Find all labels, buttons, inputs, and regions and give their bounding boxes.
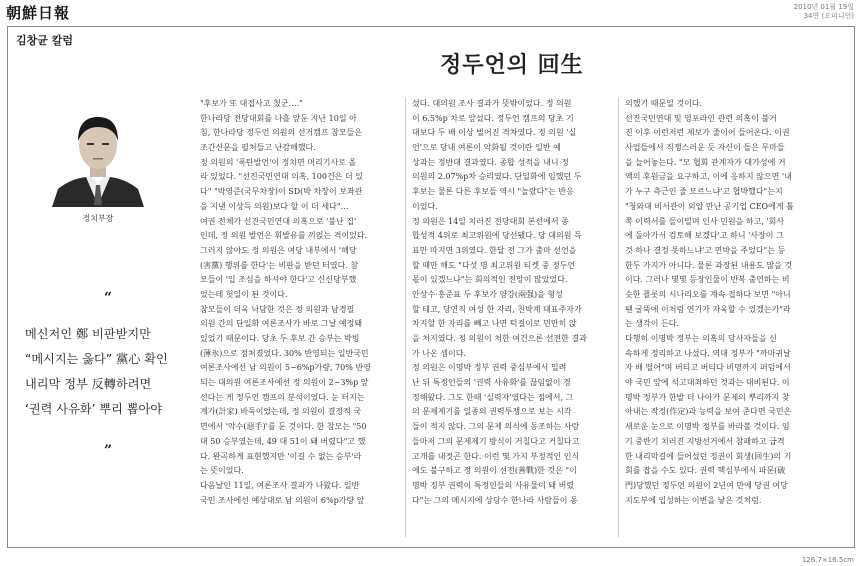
body-text-line: 정 의원은 14일 치러진 전당대회 본선에서 종 — [412, 216, 569, 226]
body-text-line: 참모들이 더욱 낙담한 것은 정 의원과 남경필 — [200, 304, 355, 314]
body-text-line: 사업들에서 직쟁스러운 듯 자신이 들은 무마들 — [625, 143, 785, 153]
body-text-line: 야 국민 앞에 석고대죄하던 것과는 대비된다. 이 — [625, 378, 790, 388]
body-text-line: 차지할 한 자리를 빼고 나면 턱걸이로 민만히 앉 — [412, 319, 577, 329]
body-text-line: 명박 정부가 한발 더 나아가 문제의 뿌리까지 찾 — [625, 392, 790, 402]
body-text-line: 상과는 정반대 결과였다. 종합 성적을 내니 정 — [412, 157, 569, 167]
body-text-line: 기 중반기 치러진 지방선거에서 참패하고 급격 — [625, 436, 785, 446]
body-column-2 — [412, 97, 587, 537]
body-text-line: 회를 잡을 수도 있다. 권력 핵심부에서 파문(破 — [625, 466, 786, 476]
pullquote-line: 메신저인 鄭 비판받지만 — [25, 327, 151, 341]
author-photo — [48, 105, 148, 207]
newspaper-masthead: 朝鮮日報 — [6, 4, 71, 22]
body-text-line: 다행히 이명박 정부는 의혹의 당사자들을 신 — [625, 334, 777, 343]
body-text-line: 그러지 않아도 정 의원은 여당 내부에서 '해당 — [200, 245, 357, 255]
body-text-line: 이었다. — [412, 201, 438, 211]
body-text-line: 다" "박영준(국무차장)이 SD(박 차장이 보좌관 — [200, 187, 363, 197]
body-text-line: 표만 따지면 3위였다. 한달 전 그가 출마 선언을 — [412, 245, 577, 255]
body-text-line: 정해왔다. 그도 한때 '실력자'였다는 점에서, 그 — [412, 392, 574, 402]
body-text-line: 의 문제제기를 일종의 권력투쟁으로 보는 시각 — [412, 407, 572, 417]
body-text-line: 이 6.5%p 차로 앞섰다. 정두언 캠프의 당초 기 — [412, 113, 574, 123]
body-text-line: 여론조사에선 남 의원이 5~6%p가량, 70% 반영 — [200, 363, 371, 373]
body-text-line: 한 내리막길에 들어섰던 정권이 회생(回生)의 기 — [625, 451, 792, 461]
body-text-line: 것 하나 결정 못하느냐'고 면박을 주었다"는 등 — [625, 245, 786, 255]
body-text-line: 속하게 정리하고 나섰다. 역대 정부가 "까마귀날 — [625, 348, 791, 358]
pullquote-line: ‘권력 사유화’ 뿌리 뽑아야 — [25, 402, 163, 416]
body-text-line: 대 50 승부였는데, 49 대 51이 돼 버렸다"고 했 — [200, 436, 366, 446]
body-text-line: 할 때만 해도 "다섯 명 최고위원 티켓 중 정두언 — [412, 260, 576, 270]
body-text-line: (薄氷)으로 점쳐졌었다. 30% 반영되는 일반국민 — [200, 348, 369, 358]
body-text-line: 한두 가지가 아니다. 물론 과장된 내용도 많을 것 — [625, 260, 793, 270]
body-text-line: 에도 불구하고 정 의원이 선전(善戰)한 것은 "이 — [412, 466, 577, 476]
body-text-line: 조간신문을 펼쳐들고 난감해했다. — [200, 143, 316, 153]
body-text-line: 새로운 눈으로 이명박 정부를 바라볼 것이다. 임 — [625, 422, 790, 432]
body-text-line: 섰다. 대의원 조사 결과가 뜻밖이었다. 정 의원 — [412, 99, 572, 108]
body-text-line: 안상수·홍준표 두 후보가 양강(兩强)을 형성 — [412, 289, 563, 299]
body-text-line: 었는데 헛일이 된 것이다. — [200, 289, 288, 299]
body-text-line: 에 돌아가서 검토해 보겠다'고 하니 '사장이 그 — [625, 231, 784, 241]
body-text-line: 들마저 그의 문제제기 방식이 거칠다고 거칠다고 — [412, 436, 580, 446]
body-text-line: 이다. 그러나 몇몇 등장인물이 반복 출연하는 비 — [625, 275, 790, 285]
column-label: 김창균 칼럼 — [16, 34, 73, 47]
body-text-line: 명박 정부 권력이 특정인들의 사유물이 돼 버렸 — [412, 480, 575, 490]
body-text-line: 할 테고, 당연직 여성 한 자리, 친박계 대표주자가 — [412, 304, 582, 314]
column-divider — [405, 97, 406, 537]
body-text-line: 자 배 떨어"며 버티고 버티다 비명까지 퍼덤에서 — [625, 363, 791, 373]
pullquote-close-mark: ” — [104, 443, 113, 459]
body-text-line: 한나라당 전당대회를 나흘 앞둔 지난 10일 아 — [200, 113, 357, 123]
body-text-line: 슷한 플롯의 시나리오를 계속 접하다 보면 "아니 — [625, 289, 791, 299]
body-text-line: 의원 간의 단일화 여론조사가 바로 그날 예정돼 — [200, 319, 363, 329]
body-text-line: 는 뜻이었다. — [200, 466, 244, 476]
body-text-line: 있었기 때문이다. 당초 두 후보 간 승부는 박빙 — [200, 334, 360, 343]
body-text-line: 여권 전체가 선진국민연대 의혹으로 '불난 집' — [200, 216, 357, 226]
author-caption: 정치부장 — [82, 214, 114, 223]
body-text-line: 는 생각이 든다. — [625, 319, 679, 329]
body-text-line: 가 나온 셈이다. — [412, 348, 466, 358]
body-text-line: 가 누구 측근인 줄 모르느냐'고 협박했다"는지 — [625, 187, 783, 197]
body-text-line: 들이 적지 않다. 그의 문제 의식에 동조하는 사람 — [412, 422, 580, 432]
body-text-line: 다. 완곡하게 표현했지만 '이길 수 없는 승부'라 — [200, 451, 362, 461]
body-text-line: 정 의원은 이명박 정부 권력 중심부에서 밀려 — [412, 363, 567, 373]
body-column-3 — [625, 97, 794, 537]
article-headline: 정두언의 回生 — [440, 53, 584, 78]
body-text-line: 다"는 그의 메시지에 상당수 한나라 사람들이 동 — [412, 495, 578, 505]
body-text-line: 다음날인 11일, 여론조사 결과가 나왔다. 일반 — [200, 480, 360, 490]
body-text-line: 선다는 게 정두언 캠프의 분석이었다. 눈 터지는 — [200, 392, 365, 402]
author-portrait-icon — [48, 105, 148, 207]
body-text-line: 을 지낸 이상득 의원)보다 할 이 더 세다"… — [200, 201, 349, 211]
body-text-line: 의원의 2.07%p차 승리였다. 단일화에 임했던 두 — [412, 172, 582, 182]
body-text-line: "청와대 비서관이 외압 만난 공기업 CEO에게 톨 — [625, 201, 794, 211]
body-text-line: 의했기 때문일 것이다. — [625, 99, 703, 108]
body-text-line: 모들이 '입 조심을 하셔야 한다'고 신신당부했 — [200, 275, 357, 285]
body-text-line: 면에서 '악수(惡手)'를 둔 것이다. 한 참모는 "50 — [200, 422, 367, 432]
body-text-line: 지도부에 입성하는 이변을 낳은 것처럼. — [625, 495, 762, 505]
body-text-line: 門)당했던 정두언 의원이 2년여 만에 당권 여당 — [625, 480, 788, 490]
body-text-line: 액의 후원금을 요구하고, 이에 응하지 않으면 '내 — [625, 172, 792, 182]
body-text-line: 몫이 있겠느냐"는 회의적인 전망이 많았었다. — [412, 275, 568, 285]
body-text-line: 을 처지였다. 정 의원이 처한 여건으론 선전한 결과 — [412, 334, 587, 343]
dateline — [794, 3, 854, 21]
body-text-line: 후보는 물론 다른 후보들 역시 "놀랐다"는 반응 — [412, 187, 574, 197]
body-text-line: 합성적 4위로 최고위원에 당선됐다. 당 대의원 득 — [412, 231, 582, 241]
body-text-line: (害黨) 행위를 한다'는 비판을 받던 터였다. 참 — [200, 260, 359, 270]
body-text-line: 대보다 두 배 이상 벌어진 격차였다. 정 의원 '실 — [412, 128, 577, 138]
body-text-line: 고개를 내젓곤 한다. 이런 몇 가지 부정적인 인식 — [412, 451, 580, 461]
body-text-line: 정 의원의 '폭탄발언'이 정치면 머리기사로 올 — [200, 157, 357, 167]
body-text-line: 아내는 작정(作定)과 능력을 보여 준다면 국민은 — [625, 407, 792, 417]
body-text-line: 을 늘어놓는다. "모 협회 관계자가 대가성에 거 — [625, 157, 786, 167]
body-text-line: "후보가 또 대접사고 쳤군…." — [200, 99, 303, 108]
body-text-line: 계가(計家) 바둑이었는데, 정 의원이 결정적 국 — [200, 407, 362, 417]
clipping-size: 126.7×16.5cm — [801, 556, 854, 564]
body-text-line: 언'으로 당내 여론이 악화될 것이란 일반 예 — [412, 143, 561, 153]
body-text-line: 난 뒤 특정인들의 '권력 사유화'를 끊임없이 경 — [412, 378, 571, 388]
publication-date: 2010년 01월 19일 — [793, 3, 854, 11]
pullquote — [25, 322, 195, 422]
body-text-line: 침, 한나라당 정두언 의원의 선거캠프 참모들은 — [200, 128, 363, 138]
body-column-1 — [200, 97, 371, 537]
column-divider — [618, 97, 619, 537]
pullquote-line: 내리막 정부 反轉하려면 — [25, 377, 152, 391]
body-text-line: 선진국민연대 및 영포라인 관련 의혹이 불거 — [625, 113, 777, 123]
body-text-line: 라 있었다. "선진국민연대 의혹, 100건은 더 있 — [200, 172, 363, 182]
body-text-line: 국민 조사에선 예상대로 남 의원이 6%p가량 앞 — [200, 495, 365, 505]
body-text-line: 진 이후 이런저런 제보가 줄이어 들어온다. 이권 — [625, 128, 790, 138]
body-text-line: 인데, 정 의원 발언은 휘발유를 끼얹는 격이었다. — [200, 231, 368, 241]
pullquote-open-mark: “ — [104, 290, 113, 306]
pullquote-line: “메시지는 옳다” 黨心 확인 — [25, 352, 168, 366]
body-text-line: 땐 굴뚝에 이처럼 연기가 자욱할 수 있겠는가"라 — [625, 304, 791, 314]
page-section: 34면 (오피니언) — [803, 12, 854, 20]
body-text-line: 되는 대의원 여론조사에선 정 의원이 2~3%p 앞 — [200, 378, 369, 388]
body-text-line: 쪽 이력서를 들이밀며 인사 민원을 하고, '회사 — [625, 216, 785, 226]
